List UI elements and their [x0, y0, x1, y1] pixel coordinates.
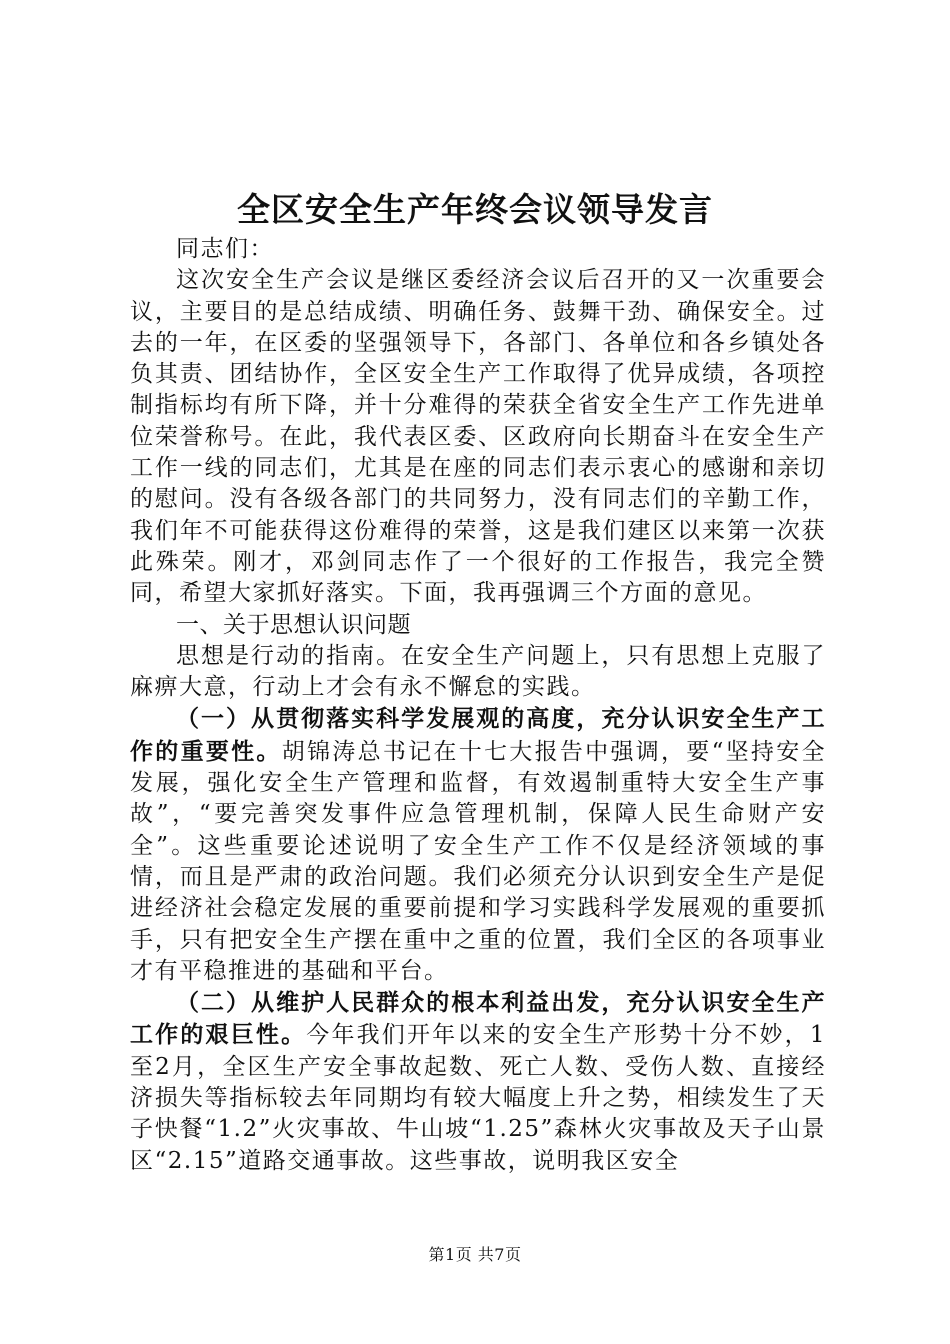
point-1-body: 胡锦涛总书记在十七大报告中强调，要“坚持安全发展，强化安全生产管理和监督，有效遏制重特大安全生产事故”，“要完善突发事件应急管理机制，保障人民生命财产安全”。这些重要论述说明了安全生产工作不仅是经济领域的事情，而且是严肃的政治问题。我们必须充分认识到安全生产是促进经济社会稳定发展的重要前提和学习实践科学发展观的重要抓手，只有把安全生产摆在重中之重的位置，我们全区的各项事业才有平稳推进的基础和平台。 — [130, 738, 826, 984]
point-1-lead: （一）从贯彻落实科学发展观的高度，充分认识安全生产工作的重要性。 — [130, 705, 826, 765]
point-1-paragraph — [130, 703, 826, 987]
document-body — [130, 234, 826, 1177]
section-1-paragraph: 思想是行动的指南。在安全生产问题上，只有思想上克服了麻痹大意，行动上才会有永不懈怠的实践。 — [130, 642, 826, 701]
point-2-lead: （二）从维护人民群众的根本利益出发，充分认识安全生产工作的艰巨性。 — [130, 989, 826, 1049]
page-footer: 第1页 共7页 — [428, 1245, 522, 1264]
document-title: 全区安全生产年终会议领导发言 — [237, 190, 713, 229]
point-2-body: 今年我们开年以来的安全生产形势十分不妙，1至2月，全区生产安全事故起数、死亡人数、受伤人数、直接经济损失等指标较去年同期均有较大幅度上升之势，相续发生了天子快餐“1.2”火灾事故、牛山坡“1.25”森林火灾事故及天子山景区“2.15”道路交通事故。这些事故，说明我区安全 — [130, 1022, 826, 1174]
point-2-paragraph — [130, 987, 826, 1177]
greeting: 同志们： — [176, 236, 274, 262]
section-heading-1: 一、关于思想认识问题 — [176, 611, 411, 638]
intro-paragraph: 这次安全生产会议是继区委经济会议后召开的又一次重要会议，主要目的是总结成绩、明确任务、鼓舞干劲、确保安全。过去的一年，在区委的坚强领导下，各部门、各单位和各乡镇处各负其责、团结协作，全区安全生产工作取得了优异成绩，各项控制指标均有所下降，并十分难得的荣获全省安全生产工作先进单位荣誉称号。在此，我代表区委、区政府向长期奋斗在安全生产工作一线的同志们，尤其是在座的同志们表示衷心的感谢和亲切的慰问。没有各级各部门的共同努力，没有同志们的辛勤工作，我们年不可能获得这份难得的荣誉，这是我们建区以来第一次获此殊荣。刚才，邓剑同志作了一个很好的工作报告，我完全赞同，希望大家抓好落实。下面，我再强调三个方面的意见。 — [130, 267, 826, 607]
